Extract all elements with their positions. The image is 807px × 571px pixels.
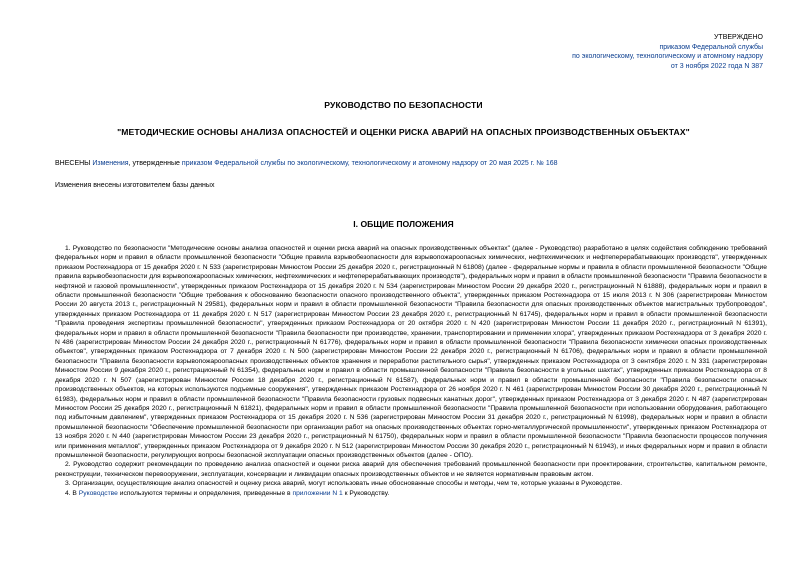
paragraph-4-text-a: 4. В xyxy=(65,489,79,497)
amendment-prefix: ВНЕСЕНЫ xyxy=(55,160,93,167)
appendix-1-link[interactable]: приложении N 1 xyxy=(292,489,343,497)
amendment-mid: , утвержденные xyxy=(128,160,182,167)
paragraph-2: 2. Руководство содержит рекомендации по проведению анализа опасностей и оценки риска аварий для обеспечения требований промышленной безопасности при проектировании, строительстве, капитальном ремонте, реконструкции, техническом перевооружении, эксплуатации, консервации и ликвидации опасных производственных объектов и не является нормативным правовым актом. xyxy=(55,461,767,478)
document-title: РУКОВОДСТВО ПО БЕЗОПАСНОСТИ xyxy=(324,100,483,110)
approved-label: УТВЕРЖДЕНО xyxy=(713,34,763,41)
order-link-line1[interactable]: приказом Федеральной службы xyxy=(659,43,763,51)
amendment-order-link[interactable]: приказом Федеральной службы по экологическому, технологическому и атомному надзору от 20 мая 2025 г. № 168 xyxy=(181,160,558,167)
amendment-line xyxy=(55,160,558,167)
paragraph-4 xyxy=(55,489,767,498)
paragraph-4-text-c: к Руководству. xyxy=(342,489,390,497)
order-link-line3[interactable]: от 3 ноября 2022 года N 387 xyxy=(670,62,763,70)
paragraph-4-text-b: используются термины и определения, приведенные в xyxy=(117,489,293,497)
document-subtitle: "МЕТОДИЧЕСКИЕ ОСНОВЫ АНАЛИЗА ОПАСНОСТЕЙ И ОЦЕНКИ РИСКА АВАРИЙ НА ОПАСНЫХ ПРОИЗВОДСТВЕННЫХ ОБЪЕКТАХ" xyxy=(117,127,690,137)
section-title: I. ОБЩИЕ ПОЛОЖЕНИЯ xyxy=(353,219,454,229)
order-link-line2[interactable]: по экологическому, технологическому и атомному надзору xyxy=(572,53,763,60)
approval-stamp xyxy=(572,33,763,71)
amendment-link[interactable]: Изменения xyxy=(92,160,129,167)
guide-link[interactable]: Руководстве xyxy=(78,489,118,497)
paragraph-3: 3. Организации, осуществляющие анализ опасностей и оценку риска аварий, могут использовать иные обоснованные способы и методы, чем те, которые указаны в Руководстве. xyxy=(65,480,623,488)
body-text xyxy=(55,244,767,498)
database-note: Изменения внесены изготовителем базы данных xyxy=(55,182,215,189)
paragraph-1: 1. Руководство по безопасности "Методические основы анализа опасностей и оценки риска аварий на опасных производственных объектах" (далее - Руководство) разработано в целях содействия соблюдению требований федеральных норм и правил в области промышленной безопасности "Общие правила взрывобезопасности для взрывопожароопасных химических, нефтехимических и нефтеперерабатывающих производств", утвержденных приказом Ростехнадзора от 15 декабря 2020 г. N 533 (зарегистрирован Минюстом России 25 декабря 2020 г., регистрационный N 61808) (далее - федеральные нормы и правила в области промышленной безопасности "Общие правила взрывобезопасности для взрывопожароопасных химических, нефтехимических и нефтеперерабатывающих производств"), федеральных норм и правил в области промышленной безопасности "Правила безопасности в нефтяной и газовой промышленности", утвержденных приказом Ростехнадзора от 15 декабря 2020 г. N 534 (зарегистрирован Минюстом России 29 декабря 2020 г., регистрационный N 61888), федеральных норм и правил в области промышленной безопасности "Общие требования к обоснованию безопасности опасного производственного объекта", утвержденных приказом Ростехнадзора от 15 июля 2013 г. N 306 (зарегистрирован Минюстом России 20 августа 2013 г., регистрационный N 29581), федеральных норм и правил в области промышленной безопасности "Правила безопасности для опасных производственных объектов магистральных трубопроводов", утвержденных приказом Ростехнадзора от 11 декабря 2020 г. N 517 (зарегистрирован Минюстом России 23 декабря 2020 г., регистрационный N 61745), федеральных норм и правил в области промышленной безопасности "Правила проведения экспертизы промышленной безопасности", утвержденных приказом Ростехнадзора от 20 октября 2020 г. N 420 (зарегистрирован Минюстом России 11 декабря 2020 г., регистрационный N 61391), федеральных норм и правил в области промышленной безопасности "Правила безопасности при производстве, хранении, транспортировании и применении хлора", утвержденных приказом Ростехнадзора от 3 декабря 2020 г. N 486 (зарегистрирован Минюстом России 24 декабря 2020 г., регистрационный N 61776), федеральных норм и правил в области промышленной безопасности "Правила безопасности химически опасных производственных объектов", утвержденных приказом Ростехнадзора от 7 декабря 2020 г. N 500 (зарегистрирован Минюстом России 22 декабря 2020 г., регистрационный N 61706), федеральных норм и правил в области промышленной безопасности "Правила безопасности взрывопожароопасных производственных объектов хранения и переработки растительного сырья", утвержденных приказом Ростехнадзора от 3 сентября 2020 г. N 331 (зарегистрирован Минюстом России 9 декабря 2020 г., регистрационный N 61354), федеральных норм и правил в области промышленной безопасности "Правила безопасности в угольных шахтах", утвержденных приказом Ростехнадзора от 8 декабря 2020 г. N 507 (зарегистрирован Минюстом России 18 декабря 2020 г., регистрационный N 61587), федеральных норм и правил в области промышленной безопасности "Правила безопасности опасных производственных объектов, на которых используются подъемные сооружения", утвержденных приказом Ростехнадзора от 26 ноября 2020 г. N 461 (зарегистрирован Минюстом России 30 декабря 2020 г., регистрационный N 61983), федеральных норм и правил в области промышленной безопасности "Правила безопасности грузовых подвесных канатных дорог", утвержденных приказом Ростехнадзора от 3 декабря 2020 г. N 487 (зарегистрирован Минюстом России 25 декабря 2020 г., регистрационный N 61821), федеральных норм и правил в области промышленной безопасности "Правила промышленной безопасности при использовании оборудования, работающего под избыточным давлением", утвержденных приказом Ростехнадзора от 15 декабря 2020 г. N 536 (зарегистрирован Минюстом России 31 декабря 2020 г., регистрационный N 61998), федеральных норм и правил в области промышленной безопасности "Обеспечение промышленной безопасности при организации работ на опасных производственных объектах горно-металлургической промышленности", утвержденных приказом Ростехнадзора от 13 ноября 2020 г. N 440 (зарегистрирован Минюстом России 23 декабря 2020 г., регистрационный N 61750), федеральных норм и правил в области промышленной безопасности "Правила безопасности процессов получения или применения металлов", утвержденных приказом Ростехнадзора от 9 декабря 2020 г. N 512 (зарегистрирован Минюстом России 30 декабря 2020 г., регистрационный N 61943), и иных федеральных норм и правил в области промышленной безопасности, регулирующих вопросы безопасной эксплуатации опасных производственных объектов (далее - ОПО). xyxy=(55,245,767,459)
